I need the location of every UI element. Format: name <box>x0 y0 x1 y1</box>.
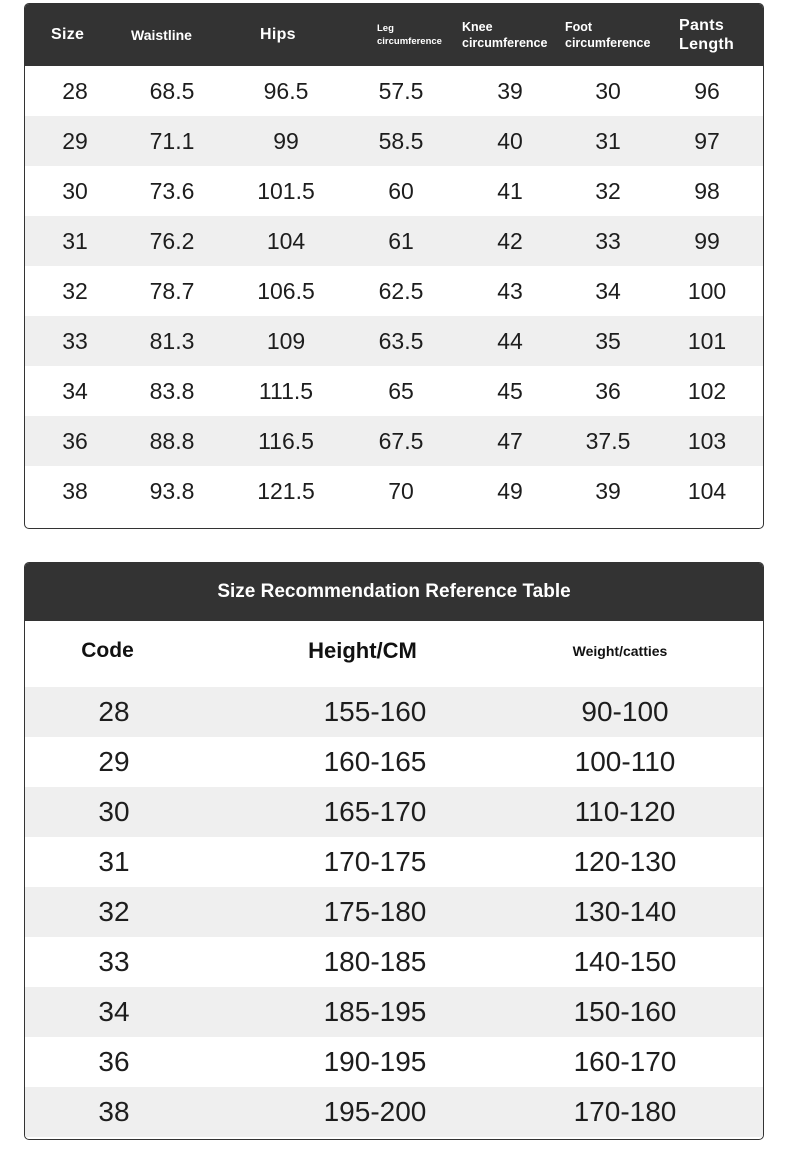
cell-pants-length: 100 <box>687 278 727 304</box>
cell-knee-circumference: 43 <box>497 278 523 304</box>
cell-leg-circumference: 57.5 <box>378 78 424 104</box>
table-row <box>25 166 763 216</box>
cell-code: 28 <box>98 696 130 727</box>
header-hips: Hips <box>260 26 296 43</box>
cell-weight: 120-130 <box>573 846 677 877</box>
cell-knee-circumference: 40 <box>497 128 523 154</box>
table-row <box>25 316 763 366</box>
cell-weight: 170-180 <box>573 1096 677 1127</box>
cell-foot-circumference: 34 <box>595 278 621 304</box>
cell-size: 34 <box>62 378 88 404</box>
cell-size: 29 <box>62 128 88 154</box>
cell-waistline: 88.8 <box>149 428 195 454</box>
header-height: Height/CM <box>308 638 417 663</box>
recommendation-title: Size Recommendation Reference Table <box>25 563 763 621</box>
cell-size: 31 <box>62 228 88 254</box>
cell-code: 38 <box>98 1096 130 1127</box>
table-row <box>25 266 763 316</box>
cell-foot-circumference: 36 <box>595 378 621 404</box>
size-chart-table <box>24 3 764 529</box>
cell-waistline: 81.3 <box>149 328 195 354</box>
cell-height: 175-180 <box>323 896 427 927</box>
cell-weight: 130-140 <box>573 896 677 927</box>
cell-size: 30 <box>62 178 88 204</box>
cell-pants-length: 99 <box>694 228 720 254</box>
header-code: Code <box>81 639 134 662</box>
table-row <box>25 687 763 737</box>
cell-hips: 121.5 <box>257 478 315 504</box>
cell-foot-circumference: 35 <box>595 328 621 354</box>
cell-hips: 99 <box>273 128 299 154</box>
cell-foot-circumference: 31 <box>595 128 621 154</box>
table-row <box>25 216 763 266</box>
cell-height: 170-175 <box>323 846 427 877</box>
cell-size: 33 <box>62 328 88 354</box>
cell-waistline: 76.2 <box>149 228 195 254</box>
header-pants-length: Pants Length <box>679 17 735 53</box>
cell-foot-circumference: 32 <box>595 178 621 204</box>
table-row <box>25 366 763 416</box>
header-leg-circumference: Leg circumference <box>377 23 442 47</box>
cell-leg-circumference: 67.5 <box>378 428 424 454</box>
cell-code: 34 <box>98 996 130 1027</box>
table-row <box>25 466 763 516</box>
size-chart-body <box>25 66 763 516</box>
cell-pants-length: 101 <box>687 328 727 354</box>
cell-hips: 109 <box>266 328 306 354</box>
cell-waistline: 71.1 <box>149 128 195 154</box>
header-foot-circumference: Foot circumference <box>565 20 651 50</box>
cell-weight: 140-150 <box>573 946 677 977</box>
cell-knee-circumference: 44 <box>497 328 523 354</box>
cell-knee-circumference: 49 <box>497 478 523 504</box>
cell-leg-circumference: 70 <box>388 478 414 504</box>
cell-leg-circumference: 58.5 <box>378 128 424 154</box>
header-waistline: Waistline <box>131 27 192 43</box>
cell-foot-circumference: 30 <box>595 78 621 104</box>
cell-hips: 111.5 <box>258 378 314 404</box>
cell-pants-length: 104 <box>687 478 727 504</box>
cell-waistline: 68.5 <box>149 78 195 104</box>
cell-leg-circumference: 61 <box>388 228 414 254</box>
cell-size: 36 <box>62 428 88 454</box>
cell-size: 38 <box>62 478 88 504</box>
cell-code: 32 <box>98 896 130 927</box>
cell-leg-circumference: 62.5 <box>378 278 424 304</box>
cell-pants-length: 97 <box>694 128 720 154</box>
table-row <box>25 887 763 937</box>
cell-weight: 150-160 <box>573 996 677 1027</box>
cell-knee-circumference: 47 <box>497 428 523 454</box>
cell-pants-length: 96 <box>694 78 720 104</box>
table-row <box>25 837 763 887</box>
cell-foot-circumference: 33 <box>595 228 621 254</box>
cell-leg-circumference: 65 <box>388 378 414 404</box>
cell-foot-circumference: 37.5 <box>585 428 631 454</box>
cell-code: 30 <box>98 796 130 827</box>
cell-knee-circumference: 41 <box>497 178 523 204</box>
cell-waistline: 78.7 <box>149 278 195 304</box>
cell-height: 155-160 <box>323 696 427 727</box>
cell-weight: 100-110 <box>574 746 676 777</box>
cell-height: 195-200 <box>323 1096 427 1127</box>
cell-waistline: 73.6 <box>149 178 195 204</box>
cell-hips: 106.5 <box>257 278 315 304</box>
cell-height: 180-185 <box>323 946 427 977</box>
size-chart-header <box>25 4 763 66</box>
cell-pants-length: 98 <box>694 178 720 204</box>
cell-hips: 96.5 <box>263 78 309 104</box>
header-knee-circumference: Knee circumference <box>462 20 548 50</box>
size-recommendation-table <box>24 562 764 1140</box>
cell-code: 29 <box>98 746 130 777</box>
cell-pants-length: 102 <box>687 378 727 404</box>
cell-waistline: 83.8 <box>149 378 195 404</box>
table-row <box>25 116 763 166</box>
cell-knee-circumference: 39 <box>497 78 523 104</box>
table-row <box>25 737 763 787</box>
cell-code: 36 <box>98 1046 130 1077</box>
cell-leg-circumference: 63.5 <box>378 328 424 354</box>
cell-foot-circumference: 39 <box>595 478 621 504</box>
table-row <box>25 787 763 837</box>
cell-hips: 104 <box>266 228 306 254</box>
recommendation-body <box>25 687 763 1137</box>
cell-knee-circumference: 42 <box>497 228 523 254</box>
table-row <box>25 1087 763 1137</box>
header-weight: Weight/catties <box>572 643 668 659</box>
cell-size: 28 <box>62 78 88 104</box>
cell-height: 165-170 <box>323 796 427 827</box>
table-row <box>25 1037 763 1087</box>
header-size: Size <box>51 26 85 43</box>
cell-weight: 110-120 <box>574 796 676 827</box>
cell-leg-circumference: 60 <box>388 178 414 204</box>
table-row <box>25 66 763 116</box>
table-row <box>25 937 763 987</box>
cell-hips: 101.5 <box>257 178 315 204</box>
table-row <box>25 416 763 466</box>
cell-weight: 90-100 <box>581 696 669 727</box>
cell-code: 33 <box>98 946 130 977</box>
table-row <box>25 987 763 1037</box>
cell-knee-circumference: 45 <box>497 378 523 404</box>
cell-height: 190-195 <box>323 1046 427 1077</box>
cell-code: 31 <box>98 846 130 877</box>
cell-height: 160-165 <box>323 746 427 777</box>
cell-size: 32 <box>62 278 88 304</box>
cell-hips: 116.5 <box>258 428 314 454</box>
recommendation-header <box>25 621 763 687</box>
cell-weight: 160-170 <box>573 1046 677 1077</box>
cell-waistline: 93.8 <box>149 478 195 504</box>
cell-height: 185-195 <box>323 996 427 1027</box>
cell-pants-length: 103 <box>687 428 727 454</box>
